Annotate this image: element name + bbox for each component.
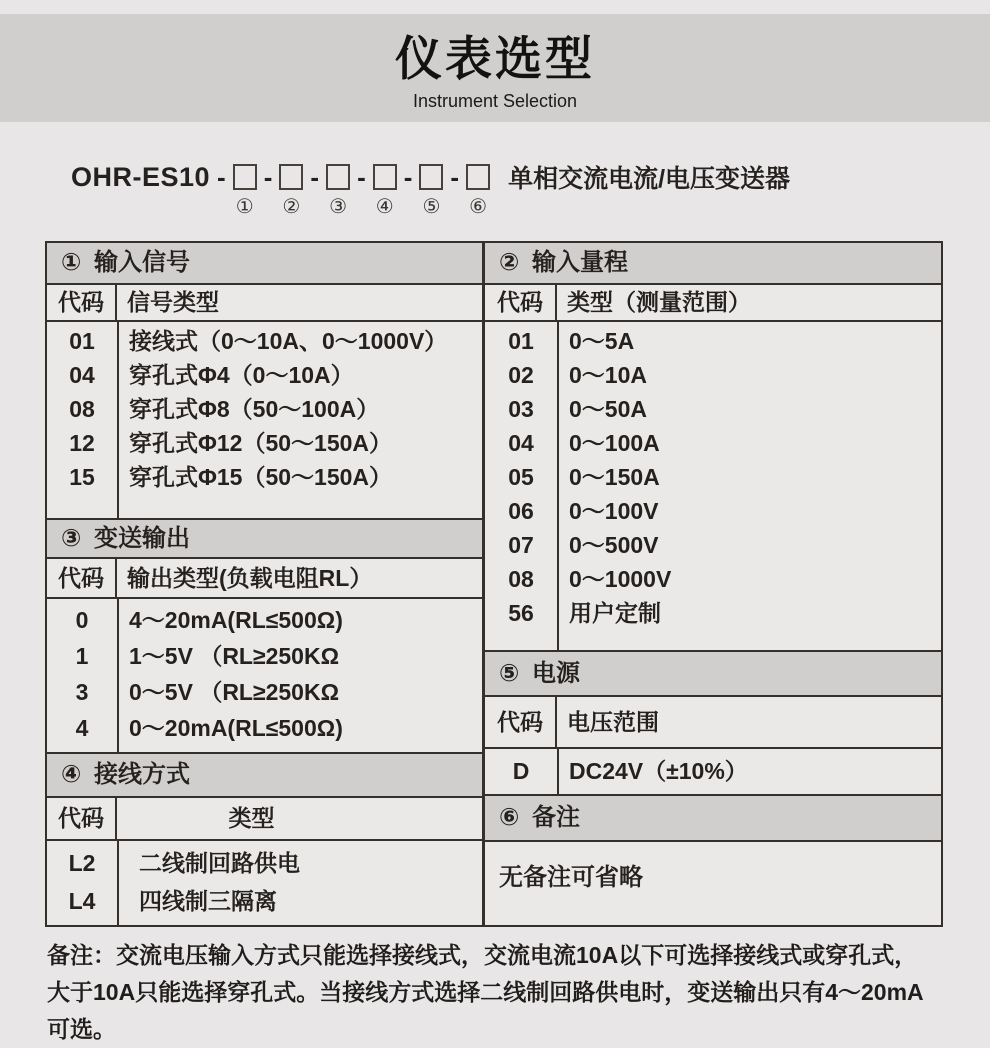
row-code: 02 xyxy=(508,362,534,388)
row-description: 0～5A xyxy=(569,328,635,354)
row-description: 穿孔式Φ12（50～150A） xyxy=(129,430,393,456)
table-row xyxy=(47,460,482,494)
section-body xyxy=(485,322,941,652)
row-code: 08 xyxy=(508,566,534,592)
table-row xyxy=(485,324,941,358)
row-code: 03 xyxy=(508,396,534,422)
model-box xyxy=(279,164,303,218)
section-header: ① 输入信号 xyxy=(47,243,482,285)
table-row xyxy=(47,602,482,638)
code-column-header: 代码 xyxy=(47,559,117,597)
table-row xyxy=(47,844,482,882)
row-code: 4 xyxy=(75,715,89,741)
columns-header xyxy=(47,285,482,322)
code-column-header: 代码 xyxy=(47,285,117,320)
table-row xyxy=(485,358,941,392)
position-number: ① xyxy=(235,196,254,218)
page-title: 仪表选型 xyxy=(395,32,595,85)
table-row xyxy=(47,882,482,920)
row-description: 0～100A xyxy=(569,430,660,456)
type-column-header: 信号类型 xyxy=(127,289,219,315)
model-segment-5 xyxy=(397,161,444,218)
section-header: ⑤ 电源 xyxy=(485,652,941,697)
section-power-supply xyxy=(485,652,941,796)
row-description: 四线制三隔离 xyxy=(139,888,277,914)
row-code: 04 xyxy=(69,362,95,388)
model-box xyxy=(326,164,350,218)
row-description: 0～10A xyxy=(569,362,647,388)
row-code: 08 xyxy=(69,396,95,422)
page-banner xyxy=(0,14,990,122)
row-code: 1 xyxy=(75,643,89,669)
row-description: 用户定制 xyxy=(569,600,661,626)
model-code-line xyxy=(71,160,791,218)
model-segment-2 xyxy=(257,161,304,218)
dash: - xyxy=(263,161,273,192)
row-description: 0～5V （RL≥250KΩ xyxy=(129,679,340,705)
row-code: 05 xyxy=(508,464,534,490)
code-column-header: 代码 xyxy=(485,697,557,747)
section-transmit-output xyxy=(47,520,482,754)
section-body xyxy=(47,322,482,520)
page-subtitle: Instrument Selection xyxy=(412,91,578,111)
row-code: 06 xyxy=(508,498,534,524)
table-row xyxy=(485,460,941,494)
dash: - xyxy=(357,161,366,192)
dash: - xyxy=(403,161,413,192)
position-number: ⑥ xyxy=(469,196,488,218)
model-box xyxy=(466,164,490,218)
model-segment-4 xyxy=(350,161,397,218)
row-description: 穿孔式Φ4（0～10A） xyxy=(129,362,354,388)
row-description: 二线制回路供电 xyxy=(139,850,300,876)
model-segment-1 xyxy=(210,161,257,218)
dash: - xyxy=(450,161,460,192)
row-code: L2 xyxy=(68,850,96,876)
row-code: 0 xyxy=(75,607,89,633)
row-code: L4 xyxy=(68,888,96,914)
table-row xyxy=(485,494,941,528)
columns-header xyxy=(485,285,941,322)
footnote xyxy=(47,937,953,1048)
section-input-range xyxy=(485,243,941,652)
table-right-column xyxy=(485,243,941,925)
type-column-header: 类型（测量范围） xyxy=(567,289,751,315)
code-column-header: 代码 xyxy=(47,798,117,839)
row-description: 穿孔式Φ15（50～150A） xyxy=(129,464,393,490)
row-code: 56 xyxy=(508,600,534,626)
row-code: 12 xyxy=(69,430,95,456)
row-code: 15 xyxy=(69,464,95,490)
columns-header xyxy=(485,697,941,749)
row-code: D xyxy=(512,758,530,784)
section-remark xyxy=(485,796,941,925)
columns-header xyxy=(47,798,482,841)
position-number: ③ xyxy=(329,196,348,218)
table-row xyxy=(485,562,941,596)
row-code: 01 xyxy=(508,328,534,354)
model-box xyxy=(419,164,443,218)
model-box xyxy=(373,164,397,218)
section-wiring-mode xyxy=(47,754,482,925)
row-code: 07 xyxy=(508,532,534,558)
section-body xyxy=(47,841,482,925)
columns-header xyxy=(47,559,482,599)
dash: - xyxy=(217,161,226,192)
table-row xyxy=(47,426,482,460)
row-description: 接线式（0～10A、0～1000V） xyxy=(129,328,448,354)
section-body xyxy=(47,599,482,754)
type-column-header: 输出类型(负载电阻RL） xyxy=(127,565,373,591)
selection-table xyxy=(45,241,943,927)
section-header: ⑥ 备注 xyxy=(485,796,941,842)
footnote-line: 大于10A只能选择穿孔式。当接线方式选择二线制回路供电时，变送输出只有4～20mA xyxy=(47,979,924,1005)
row-description: DC24V（±10%） xyxy=(569,758,748,784)
table-row xyxy=(485,596,941,630)
table-row xyxy=(47,674,482,710)
model-prefix: OHR-ES10 xyxy=(71,161,211,192)
row-code: 04 xyxy=(508,430,534,456)
model-segment-6 xyxy=(443,161,490,218)
row-code: 01 xyxy=(69,328,95,354)
remark-note: 无备注可省略 xyxy=(499,864,643,891)
row-code: 3 xyxy=(75,679,89,705)
table-left-column xyxy=(47,243,485,925)
footnote-line: 备注：交流电压输入方式只能选择接线式，交流电流10A以下可选择接线式或穿孔式， xyxy=(47,942,918,968)
type-column-header: 类型 xyxy=(228,805,275,831)
table-row xyxy=(485,528,941,562)
row-description: 0～50A xyxy=(569,396,647,422)
table-row xyxy=(47,358,482,392)
model-box xyxy=(233,164,257,218)
section-input-signal xyxy=(47,243,482,520)
position-number: ⑤ xyxy=(422,196,441,218)
table-row xyxy=(485,426,941,460)
table-row xyxy=(47,324,482,358)
footnote-line: 可选。 xyxy=(47,1016,116,1042)
table-row xyxy=(47,710,482,746)
row-description: 0～20mA(RL≤500Ω) xyxy=(129,715,343,741)
position-number: ② xyxy=(282,196,301,218)
row-description: 0～150A xyxy=(569,464,660,490)
dash: - xyxy=(310,161,320,192)
row-description: 0～100V xyxy=(569,498,659,524)
table-row xyxy=(47,638,482,674)
model-description: 单相交流电流/电压变送器 xyxy=(508,165,791,193)
section-header: ④ 接线方式 xyxy=(47,754,482,798)
type-column-header: 电压范围 xyxy=(567,709,659,735)
row-description: 4～20mA(RL≤500Ω) xyxy=(129,607,343,633)
row-description: 0～500V xyxy=(569,532,659,558)
section-body xyxy=(485,749,941,796)
position-number: ④ xyxy=(375,196,394,218)
table-row xyxy=(485,749,941,794)
model-segment-3 xyxy=(303,161,350,218)
section-header: ③ 变送输出 xyxy=(47,520,482,559)
code-column-header: 代码 xyxy=(485,285,557,320)
row-description: 1～5V （RL≥250KΩ xyxy=(129,643,340,669)
table-row xyxy=(485,392,941,426)
row-description: 穿孔式Φ8（50～100A） xyxy=(129,396,380,422)
table-row xyxy=(47,392,482,426)
row-description: 0～1000V xyxy=(569,566,672,592)
section-header: ② 输入量程 xyxy=(485,243,941,285)
